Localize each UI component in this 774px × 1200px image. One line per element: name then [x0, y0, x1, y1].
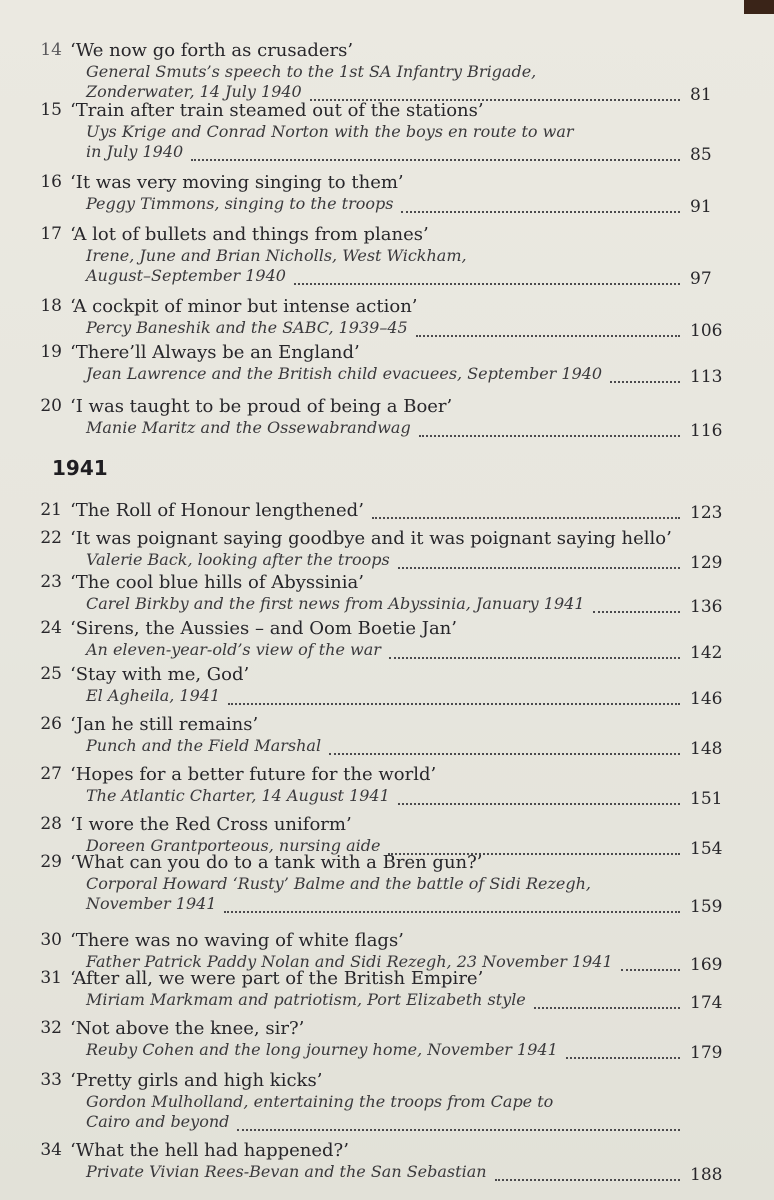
section-heading-1941: 1941: [52, 456, 108, 480]
entry-subtitle: Gordon Mulholland, entertaining the troops from Cape to: [86, 1092, 554, 1111]
entry-page-number: 151: [690, 789, 723, 809]
entry-subtitle: Valerie Back, looking after the troops: [86, 550, 390, 569]
entry-title: ‘It was very moving singing to them’: [70, 172, 404, 193]
entry-title: ‘There was no waving of white flags’: [70, 930, 404, 951]
entry-subtitle: General Smuts’s speech to the 1st SA Infantry Brigade,: [86, 62, 537, 81]
entry-number: 29: [40, 852, 62, 872]
entry-number: 32: [40, 1018, 62, 1038]
entry-title: ‘A lot of bullets and things from planes’: [70, 224, 429, 245]
entry-number: 15: [40, 100, 62, 120]
entry-subtitle: Peggy Timmons, singing to the troops: [86, 194, 394, 213]
entry-title: ‘Jan he still remains’: [70, 714, 259, 735]
entry-number: 23: [40, 572, 62, 592]
entry-subtitle: Zonderwater, 14 July 1940: [86, 82, 302, 101]
dot-leader: [593, 611, 680, 613]
entry-number: 34: [40, 1140, 62, 1160]
entry-number: 19: [40, 342, 62, 362]
entry-title: ‘Sirens, the Aussies – and Oom Boetie Jan’: [70, 618, 457, 639]
entry-page-number: 159: [690, 897, 723, 917]
entry-number: 17: [40, 224, 62, 244]
entry-page-number: 97: [690, 269, 712, 289]
entry-number: 26: [40, 714, 62, 734]
entry-page-number: 142: [690, 643, 723, 663]
entry-title: ‘Pretty girls and high kicks’: [70, 1070, 323, 1091]
dot-leader: [294, 283, 680, 285]
entry-page-number: 174: [690, 993, 723, 1013]
entry-page-number: 85: [690, 145, 712, 165]
entry-subtitle: August–September 1940: [86, 266, 286, 285]
entry-title: ‘It was poignant saying goodbye and it was poignant saying hello’: [70, 528, 672, 549]
entry-number: 22: [40, 528, 62, 548]
entry-title: ‘A cockpit of minor but intense action’: [70, 296, 418, 317]
dot-leader: [398, 803, 680, 805]
entry-subtitle: An eleven-year-old’s view of the war: [86, 640, 381, 659]
entry-page-number: 146: [690, 689, 723, 709]
entry-title: ‘The cool blue hills of Abyssinia’: [70, 572, 364, 593]
entry-number: 14: [40, 40, 62, 60]
entry-title: ‘What the hell had happened?’: [70, 1140, 349, 1161]
dot-leader: [610, 381, 680, 383]
entry-title: ‘Not above the knee, sir?’: [70, 1018, 305, 1039]
entry-page-number: 129: [690, 553, 723, 573]
entry-subtitle: Uys Krige and Conrad Norton with the boys en route to war: [86, 122, 574, 141]
entry-subtitle: Jean Lawrence and the British child evacuees, September 1940: [86, 364, 603, 383]
entry-subtitle: Miriam Markmam and patriotism, Port Elizabeth style: [86, 990, 526, 1009]
entry-subtitle: Father Patrick Paddy Nolan and Sidi Rezegh, 23 November 1941: [86, 952, 613, 971]
entry-title: ‘After all, we were part of the British Empire’: [70, 968, 484, 989]
dot-leader: [224, 911, 680, 913]
entry-number: 33: [40, 1070, 62, 1090]
dot-leader: [566, 1057, 680, 1059]
entry-number: 21: [40, 500, 62, 520]
dot-leader: [495, 1179, 680, 1181]
entry-page-number: 113: [690, 367, 723, 387]
dot-leader: [329, 753, 680, 755]
entry-subtitle: Cairo and beyond: [86, 1112, 230, 1131]
entry-page-number: 106: [690, 321, 723, 341]
entry-subtitle: Irene, June and Brian Nicholls, West Wickham,: [86, 246, 467, 265]
dot-leader: [401, 211, 680, 213]
dot-leader: [419, 435, 680, 437]
entry-page-number: 136: [690, 597, 723, 617]
entry-subtitle: November 1941: [86, 894, 217, 913]
entry-page-number: 91: [690, 197, 712, 217]
entry-subtitle: Percy Baneshik and the SABC, 1939–45: [86, 318, 408, 337]
entry-title: ‘Stay with me, God’: [70, 664, 250, 685]
entry-number: 20: [40, 396, 62, 416]
entry-title: ‘There’ll Always be an England’: [70, 342, 360, 363]
entry-page-number: 148: [690, 739, 723, 759]
entry-page-number: 188: [690, 1165, 723, 1185]
dot-leader: [191, 159, 680, 161]
entry-title: ‘We now go forth as crusaders’: [70, 40, 354, 61]
entry-title: ‘I wore the Red Cross uniform’: [70, 814, 352, 835]
entry-title: ‘Train after train steamed out of the stations’: [70, 100, 484, 121]
entry-number: 18: [40, 296, 62, 316]
entry-page-number: 154: [690, 839, 723, 859]
entry-subtitle: The Atlantic Charter, 14 August 1941: [86, 786, 390, 805]
entry-number: 27: [40, 764, 62, 784]
entry-number: 30: [40, 930, 62, 950]
dot-leader: [228, 703, 680, 705]
entry-subtitle: Doreen Grantporteous, nursing aide: [86, 836, 381, 855]
dot-leader: [237, 1129, 680, 1131]
entry-subtitle: Corporal Howard ‘Rusty’ Balme and the battle of Sidi Rezegh,: [86, 874, 591, 893]
entry-page-number: 116: [690, 421, 723, 441]
entry-subtitle: Manie Maritz and the Ossewabrandwag: [86, 418, 411, 437]
entry-title: ‘The Roll of Honour lengthened’: [70, 500, 364, 521]
entry-number: 16: [40, 172, 62, 192]
entry-subtitle: El Agheila, 1941: [86, 686, 221, 705]
entry-subtitle: Reuby Cohen and the long journey home, November 1941: [86, 1040, 558, 1059]
dot-leader: [389, 657, 680, 659]
dot-leader: [621, 969, 680, 971]
entry-page-number: 169: [690, 955, 723, 975]
entry-title: ‘What can you do to a tank with a Bren gun?’: [70, 852, 483, 873]
entry-number: 25: [40, 664, 62, 684]
entry-subtitle: in July 1940: [86, 142, 184, 161]
dot-leader: [372, 517, 680, 519]
dot-leader: [398, 567, 680, 569]
entry-number: 28: [40, 814, 62, 834]
entry-subtitle: Punch and the Field Marshal: [86, 736, 322, 755]
entry-title: ‘I was taught to be proud of being a Boer’: [70, 396, 453, 417]
dot-leader: [416, 335, 680, 337]
dot-leader: [534, 1007, 680, 1009]
entry-subtitle: Private Vivian Rees-Bevan and the San Sebastian: [86, 1162, 487, 1181]
entry-number: 31: [40, 968, 62, 988]
entry-title: ‘Hopes for a better future for the world’: [70, 764, 437, 785]
entry-page-number: 179: [690, 1043, 723, 1063]
entry-page-number: 123: [690, 503, 723, 523]
entry-subtitle: Carel Birkby and the first news from Abyssinia, January 1941: [86, 594, 585, 613]
entry-page-number: 81: [690, 85, 712, 105]
entry-number: 24: [40, 618, 62, 638]
